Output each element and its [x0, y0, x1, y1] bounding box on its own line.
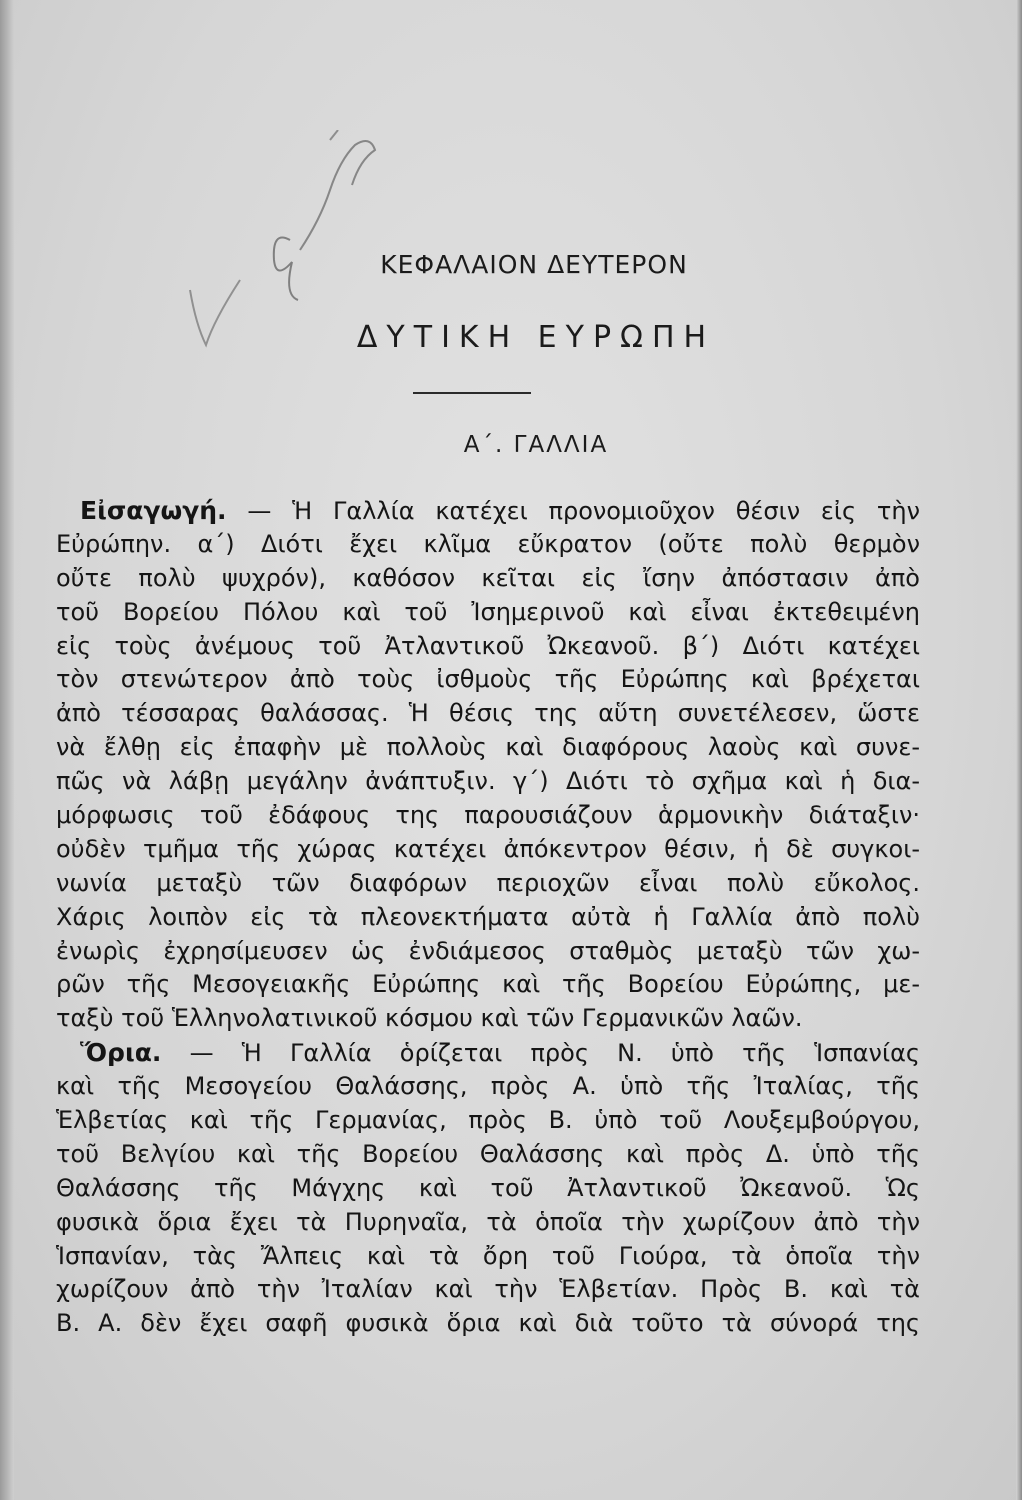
chapter-title: ΔΥΤΙΚΗ ΕΥΡΩΠΗ: [356, 320, 716, 355]
paragraph-line: Β. Α. δὲν ἔχει σαφῆ φυσικὰ ὅρια καὶ διὰ τοῦτο τὰ σύνορά της: [56, 1309, 920, 1338]
paragraph-line: [56, 494, 920, 528]
paragraph-text: — Ἡ Γαλλία κατέχει προνομιοῦχον θέσιν εἰς τὴν: [247, 497, 920, 525]
page-right-edge: [1016, 0, 1022, 1500]
section-title: Α΄. ΓΑΛΛΙΑ: [463, 432, 609, 458]
paragraph-line: ρῶν τῆς Μεσογειακῆς Εὐρώπης καὶ τῆς Βορείου Εὐρώπης, με-: [56, 970, 920, 999]
paragraph-line: Ἑλβετίας καὶ τῆς Γερμανίας, πρὸς Β. ὑπὸ τοῦ Λουξεμβούργου,: [56, 1106, 920, 1135]
paragraph-line: Χάρις λοιπὸν εἰς τὰ πλεονεκτήματα αὐτὰ ἡ Γαλλία ἀπὸ πολὺ: [56, 902, 920, 931]
paragraph-line: νὰ ἔλθῃ εἰς ἐπαφὴν μὲ πολλοὺς καὶ διαφόρους λαοὺς καὶ συνε-: [56, 733, 920, 762]
title-divider: [413, 392, 531, 394]
paragraph-line: Θαλάσσης τῆς Μάγχης καὶ τοῦ Ἀτλαντικοῦ Ὠκεανοῦ. Ὡς: [56, 1173, 920, 1202]
paragraph-line: εἰς τοὺς ἀνέμους τοῦ Ἀτλαντικοῦ Ὠκεανοῦ. β΄) Διότι κατέχει: [56, 631, 920, 660]
page-binding-edge: [0, 0, 14, 1500]
paragraph-text: — Ἡ Γαλλία ὁρίζεται πρὸς Ν. ὑπὸ τῆς Ἱσπανίας: [189, 1039, 920, 1068]
paragraph-heading: Ὅρια.: [80, 1038, 162, 1068]
chapter-label: ΚΕΦΑΛΑΙΟΝ ΔΕΥΤΕΡΟΝ: [380, 250, 688, 279]
paragraph-line: μόρφωσις τοῦ ἐδάφους της παρουσιάζουν ἁρμονικὴν διάταξιν·: [56, 801, 920, 830]
paragraph-line: ἀπὸ τέσσαρας θαλάσσας. Ἡ θέσις της αὕτη συνετέλεσεν, ὥστε: [56, 699, 920, 728]
paragraph-line: ταξὺ τοῦ Ἑλληνολατινικοῦ κόσμου καὶ τῶν Γερμανικῶν λαῶν.: [56, 1004, 803, 1033]
paragraph-line: Εὐρώπην. α΄) Διότι ἔχει κλῖμα εὔκρατον (οὔτε πολὺ θερμὸν: [56, 529, 920, 558]
paragraph-line: φυσικὰ ὅρια ἔχει τὰ Πυρηναῖα, τὰ ὁποῖα τὴν χωρίζουν ἀπὸ τὴν: [56, 1207, 920, 1236]
body-text: [56, 494, 920, 1341]
paragraph-line: καὶ τῆς Μεσογείου Θαλάσσης, πρὸς Α. ὑπὸ τῆς Ἰταλίας, τῆς: [56, 1072, 920, 1101]
paragraph-line: χωρίζουν ἀπὸ τὴν Ἰταλίαν καὶ τὴν Ἑλβετίαν. Πρὸς Β. καὶ τὰ: [56, 1275, 920, 1304]
paragraph-line: οὔτε πολὺ ψυχρόν), καθόσον κεῖται εἰς ἴσην ἀπόστασιν ἀπὸ: [56, 563, 920, 592]
paragraph-heading: Εἰσαγωγή.: [80, 496, 227, 525]
paragraph-line: Ἱσπανίαν, τὰς Ἄλπεις καὶ τὰ ὄρη τοῦ Γιούρα, τὰ ὁποῖα τὴν: [56, 1241, 920, 1270]
paragraph-line: [56, 1036, 920, 1070]
paragraph-line: οὐδὲν τμῆμα τῆς χώρας κατέχει ἀπόκεντρον θέσιν, ἡ δὲ συγκοι-: [56, 834, 920, 863]
paragraph-line: τοῦ Βορείου Πόλου καὶ τοῦ Ἰσημερινοῦ καὶ εἶναι ἐκτεθειμένη: [56, 597, 920, 626]
paragraph-line: ἐνωρὶς ἐχρησίμευσεν ὡς ἐνδιάμεσος σταθμὸς μεταξὺ τῶν χω-: [56, 936, 920, 965]
paragraph-line: τοῦ Βελγίου καὶ τῆς Βορείου Θαλάσσης καὶ πρὸς Δ. ὑπὸ τῆς: [56, 1139, 920, 1168]
paragraph-line: πῶς νὰ λάβῃ μεγάλην ἀνάπτυξιν. γ΄) Διότι τὸ σχῆμα καὶ ἡ δια-: [56, 767, 920, 796]
paragraph-line: τὸν στενώτερον ἀπὸ τοὺς ἰσθμοὺς τῆς Εὐρώπης καὶ βρέχεται: [56, 665, 920, 694]
paragraph-line: νωνία μεταξὺ τῶν διαφόρων περιοχῶν εἶναι πολὺ εὔκολος.: [56, 868, 920, 897]
